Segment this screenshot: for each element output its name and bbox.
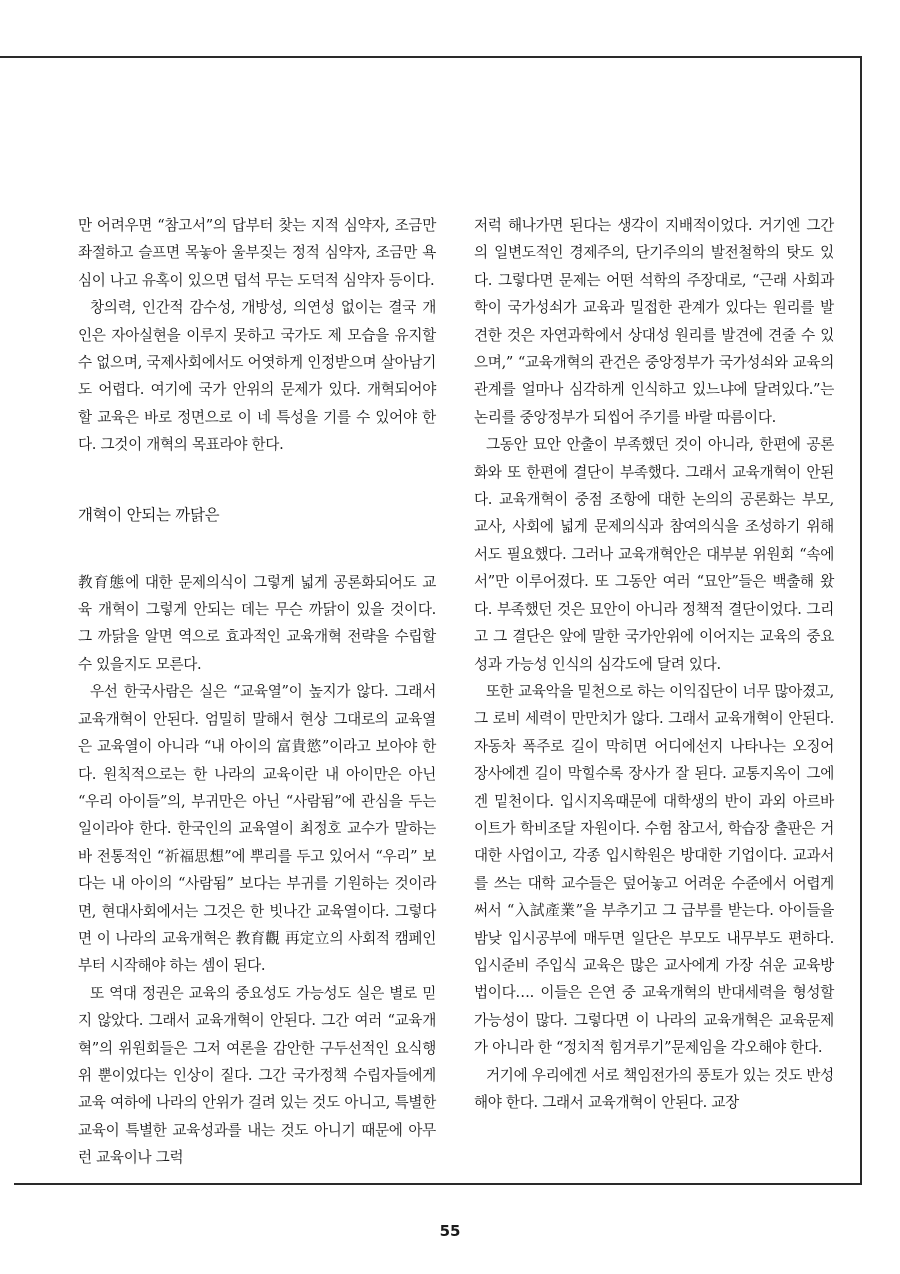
right-border-rule bbox=[860, 56, 862, 1184]
left-column bbox=[78, 212, 436, 1172]
left-paragraph-5: 또 역대 정권은 교육의 중요성도 가능성도 실은 별로 믿지 않았다. 그래서 교육개혁이 안된다. 그간 여러 “교육개혁”의 위원회들은 그저 여론을 감안한 구두선적인 요식행위 뿐이었다는 인상이 짙다. 그간 국가정책 수립자들에게 교육 여하에 나라의 안위가 걸려 있는 것도 아니고, 특별한 교육이 특별한 교육성과를 내는 것도 아니기 때문에 아무런 교육이나 그럭 bbox=[78, 984, 436, 1167]
right-paragraph-1: 저럭 해나가면 된다는 생각이 지배적이었다. 거기엔 그간의 일변도적인 경제주의, 단기주의의 발전철학의 탓도 있다. 그렇다면 문제는 어떤 석학의 주장대로, “근래 사회과학이 국가성쇠가 교육과 밀접한 관계가 있다는 원리를 발견한 것은 자연과학에서 상대성 원리를 발견에 견줄 수 있으며,” “교육개혁의 관건은 중앙정부가 국가성쇠와 교육의 관계를 얼마나 심각하게 인식하고 있느냐에 달려있다.”는 논리를 중앙정부가 되씹어 주기를 바랄 따름이다. bbox=[474, 217, 834, 426]
right-paragraph-3: 또한 교육악을 밑천으로 하는 이익집단이 너무 많아졌고, 그 로비 세력이 만만치가 않다. 그래서 교육개혁이 안된다. 자동차 폭주로 길이 막히면 어디에선지 나타나는 오징어 장사에겐 길이 막힐수록 장사가 잘 된다. 교통지옥이 그에겐 밑천이다. 입시지옥때문에 대학생의 반이 과외 아르바이트가 학비조달 자원이다. 수험 참고서, 학습장 출판은 거대한 사업이고, 각종 입시학원은 방대한 기업이다. 교과서를 쓰는 대학 교수들은 덮어놓고 어려운 수준에서 어렵게 써서 “入試產業”을 부추기고 그 급부를 받는다. 아이들을 밤낮 입시공부에 매두면 일단은 부모도 내무부도 편하다. 입시준비 주입식 교육은 많은 교사에게 가장 쉬운 교육방법이다…. 이들은 은연 중 교육개혁의 반대세력을 형성할 가능성이 많다. 그렇다면 이 나라의 교육개혁은 교육문제가 아니라 한 “정치적 힘겨루기”문제임을 각오해야 한다. bbox=[474, 682, 834, 1057]
left-paragraph-3: 教育態에 대한 문제의식이 그렇게 넓게 공론화되어도 교육 개혁이 그렇게 안되는 데는 무슨 까닭이 있을 것이다. 그 까닭을 알면 역으로 효과적인 교육개혁 전략을 수립할 수 있을지도 모른다. bbox=[78, 573, 436, 673]
right-column bbox=[474, 212, 834, 1116]
right-paragraph-4: 거기에 우리에겐 서로 책임전가의 풍토가 있는 것도 반성해야 한다. 그래서 교육개혁이 안된다. 교장 bbox=[474, 1066, 834, 1111]
left-paragraph-2: 창의력, 인간적 감수성, 개방성, 의연성 없이는 결국 개인은 자아실현을 이루지 못하고 국가도 제 모습을 유지할 수 없으며, 국제사회에서도 어엿하게 인정받으며 살아남기도 어렵다. 여기에 국가 안위의 문제가 있다. 개혁되어야 할 교육은 바로 정면으로 이 네 특성을 기를 수 있어야 한다. 그것이 개혁의 목표라야 한다. bbox=[78, 299, 436, 454]
bottom-border-rule bbox=[14, 1183, 862, 1185]
left-paragraph-4: 우선 한국사람은 실은 “교육열”이 높지가 않다. 그래서 교육개혁이 안된다. 엄밀히 말해서 현상 그대로의 교육열은 교육열이 아니라 “내 아이의 富貴慾”이라고 보아야 한다. 원칙적으로는 한 나라의 교육이란 내 아이만은 아닌 “우리 아이들”의, 부귀만은 아닌 “사람됨”에 관심을 두는 일이라야 한다. 한국인의 교육열이 최정호 교수가 말하는 바 전통적인 “祈福思想”에 뿌리를 두고 있어서 “우리” 보다는 내 아이의 “사람됨” 보다는 부귀를 기원하는 것이라면, 현대사회에서는 그것은 한 빗나간 교육열이다. 그렇다면 이 나라의 교육개혁은 教育觀 再定立의 사회적 캠페인부터 시작해야 하는 셈이 된다. bbox=[78, 683, 436, 975]
page-number: 55 bbox=[439, 1222, 461, 1240]
left-paragraph-1: 만 어려우면 “참고서”의 답부터 찾는 지적 심약자, 조금만 좌절하고 슬프면 목놓아 울부짖는 정적 심약자, 조금만 욕심이 나고 유혹이 있으면 덥석 무는 도덕적 심약자 등이다. bbox=[78, 217, 436, 289]
section-heading: 개혁이 안되는 까닭은 bbox=[78, 505, 220, 524]
top-border-rule bbox=[0, 56, 862, 58]
right-paragraph-2: 그동안 묘안 안출이 부족했던 것이 아니라, 한편에 공론화와 또 한편에 결단이 부족했다. 그래서 교육개혁이 안된다. 교육개혁이 중점 조항에 대한 논의의 공론화는 부모, 교사, 사회에 넓게 문제의식과 참여의식을 조성하기 위해서도 필요했다. 그러나 교육개혁안은 대부분 위원회 “속에서”만 이루어졌다. 또 그동안 여러 “묘안”들은 백출해 왔다. 부족했던 것은 묘안이 아니라 정책적 결단이었다. 그리고 그 결단은 앞에 말한 국가안위에 이어지는 교육의 중요성과 가능성 인식의 심각도에 달려 있다. bbox=[474, 436, 834, 673]
